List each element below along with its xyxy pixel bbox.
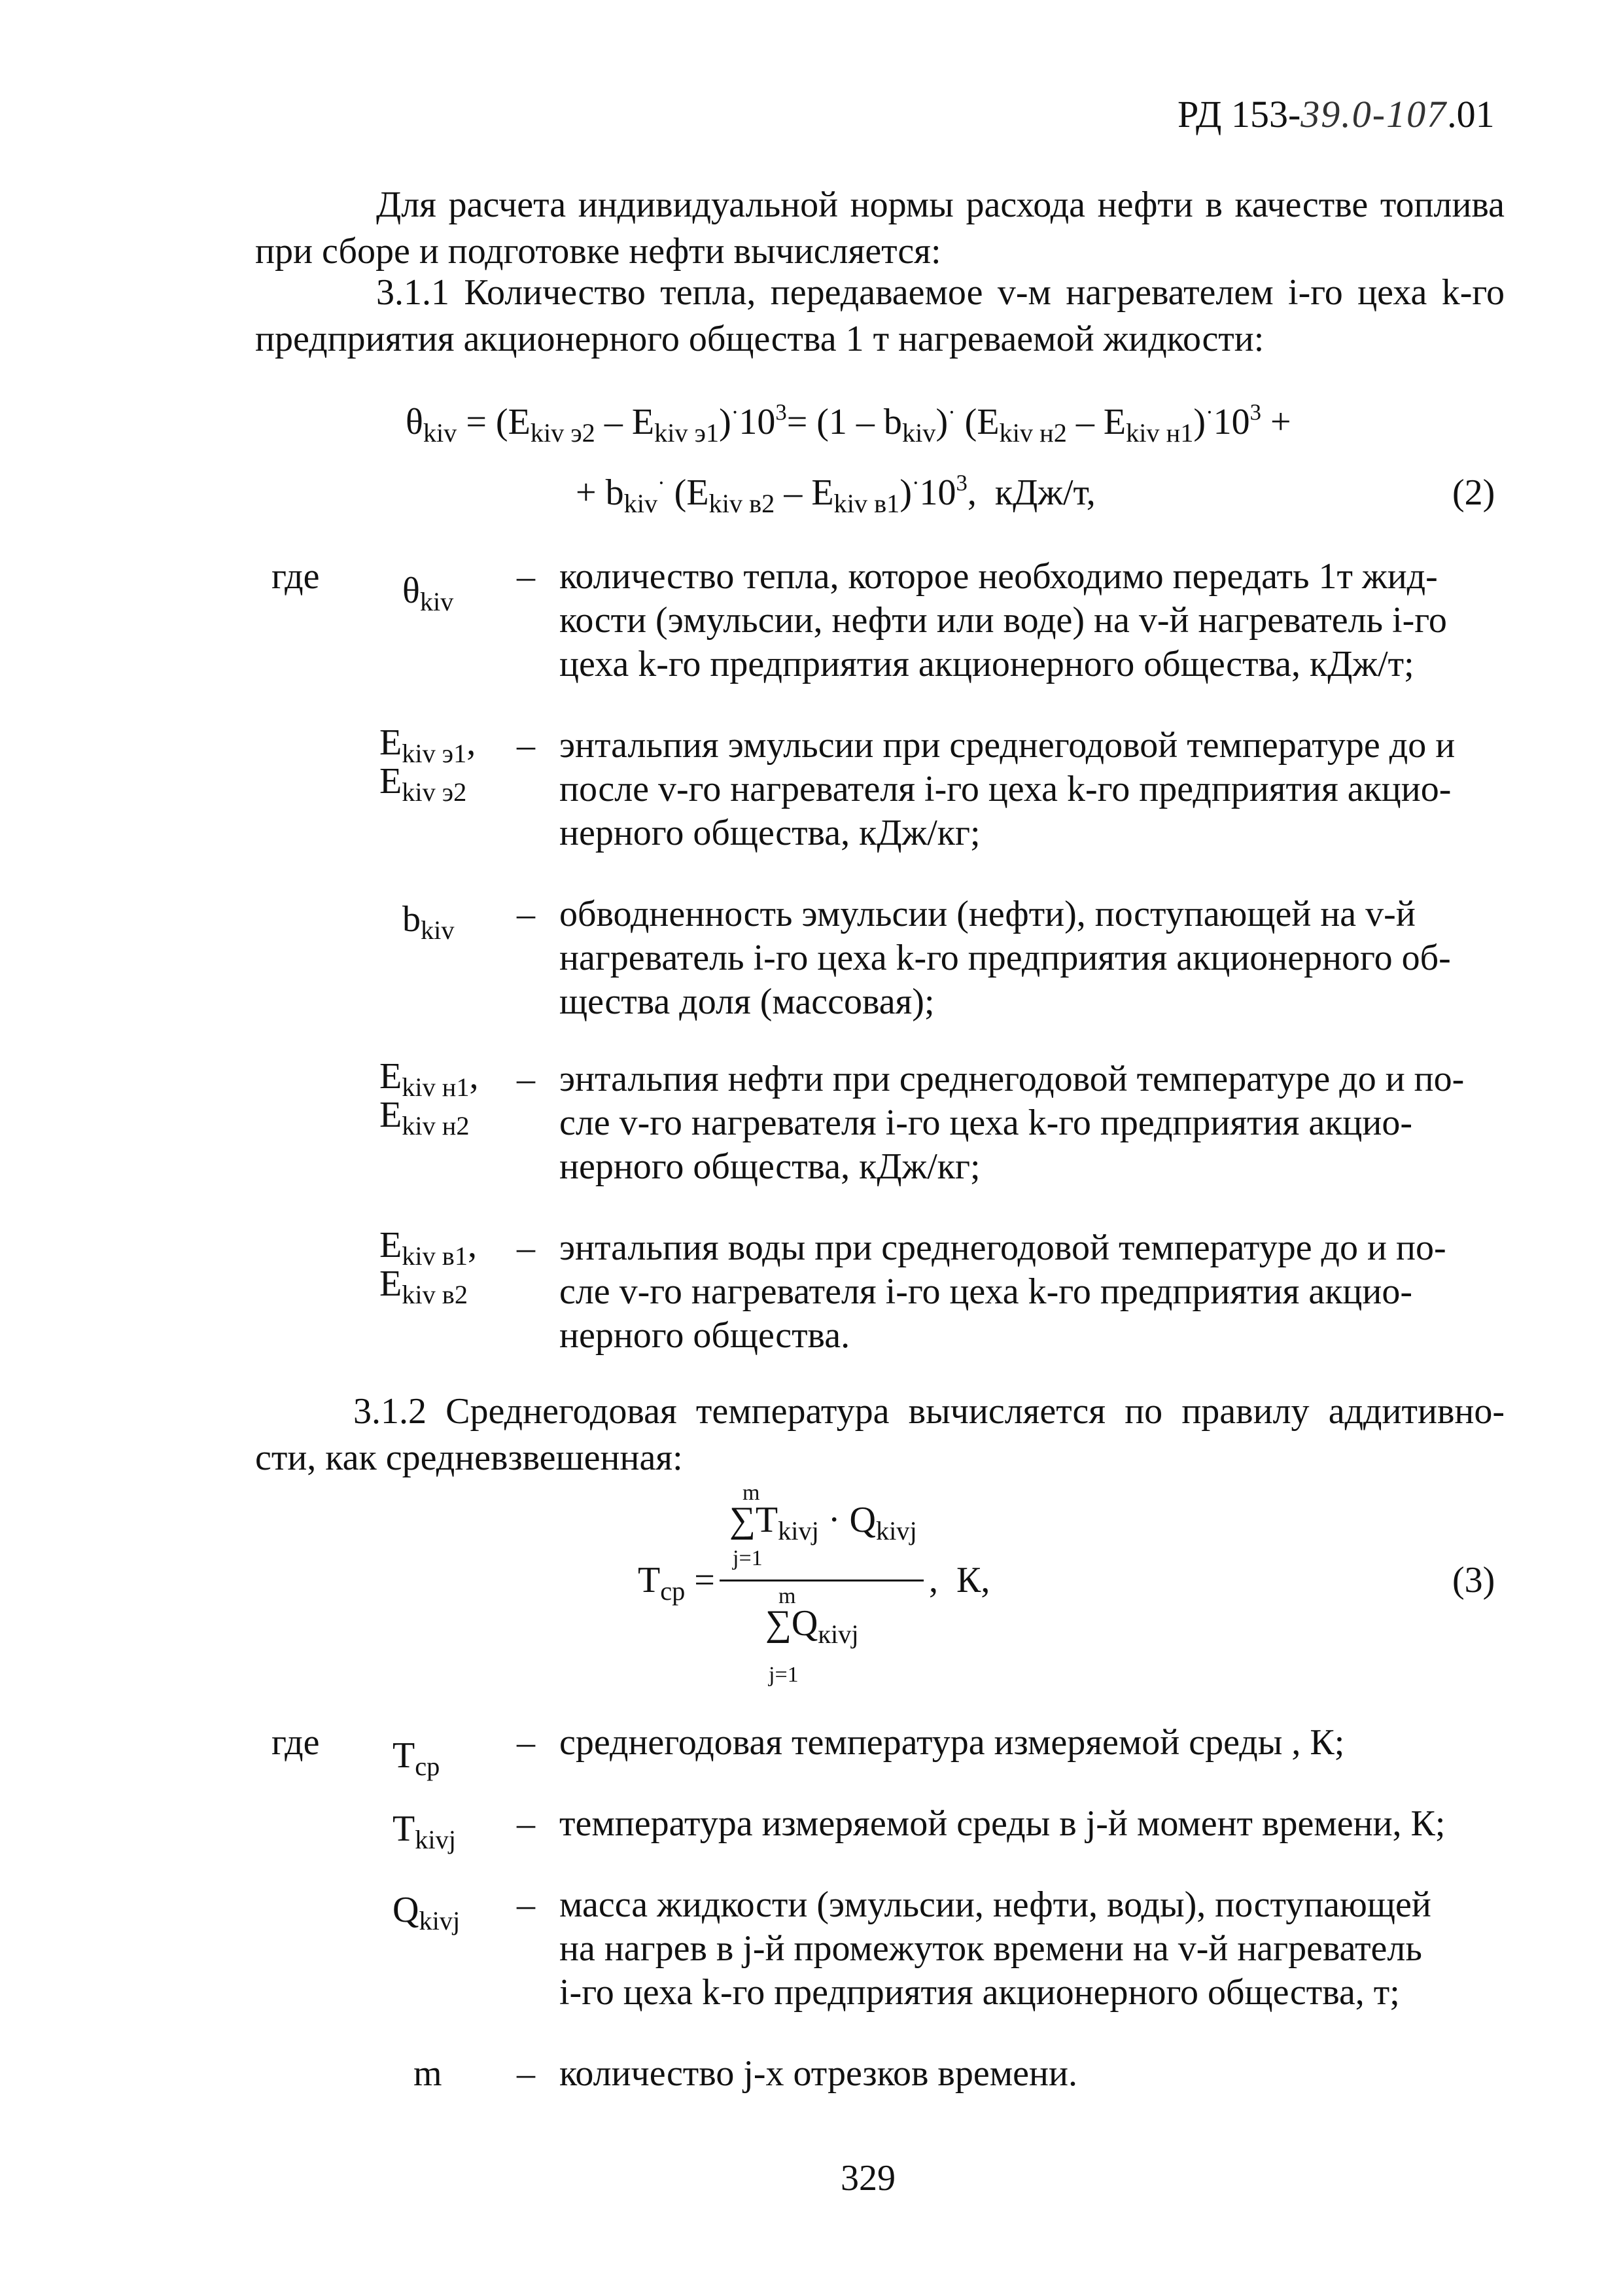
section-3-1-2-line-2: сти, как средневзвешенная: [255,1438,683,1479]
symbol-theta-kiv: $\theta_{kiv}$ [402,571,454,617]
equation-3-sum-lower-limit: j=1 [733,1546,763,1570]
symbol-e-kiv-em: $E_{kiv э1}$, $E_{kiv э2}$ [379,722,476,807]
section-3-1-2 [255,1390,1505,1480]
document-code-handwritten: 39.0-107 [1300,93,1448,135]
definition-line: нерного общества. [559,1315,850,1356]
section-3-1-2-line-1: 3.1.2 Среднегодовая температура вычисляется по правилу аддитивно- [353,1391,1505,1432]
definition-line: нерного общества, кДж/кг; [559,813,981,854]
equation-3-sum2-upper-limit: m [778,1584,796,1608]
document-code [1178,92,1495,137]
symbol-m: m [413,2053,442,2094]
symbol-q-kivj: $Q_{kivj}$ [393,1890,461,1936]
equation-3-denominator: $\sum Q_{кivj}$ [765,1603,859,1650]
where-label-1: где [271,556,320,597]
definition-e-kiv-v [559,1226,1501,1358]
definition-line: нагреватель i-го цеха k-го предприятия акционерного об- [559,938,1451,979]
definition-line: энтальпия эмульсии при среднегодовой температуре до и [559,725,1456,766]
symbol-t-kivj: $T_{kivj}$ [393,1809,456,1855]
dash: – [517,1884,535,1925]
equation-2-line-1: $\theta_{kiv} = (E_{kiv э2} - E_{kiv э1})^\cdot 10^3= (1 - b_{kiv})^\cdot$ $(E_{kiv н2} - E_{kiv н1})^\cdot 10^3$ + [406,399,1291,448]
intro-line-1: Для расчета индивидуальной нормы расхода нефти в качестве топлива [376,185,1505,225]
symbol-b-kiv: $b_{kiv}$ [402,899,455,945]
definition-line: сле v-го нагревателя i-го цеха k-го предприятия акцио- [559,1271,1412,1313]
definition-line: энтальпия нефти при среднегодовой температуре до и по- [559,1059,1465,1099]
dash: – [517,2053,535,2094]
equation-2-line-2: + $b_{kiv}^\cdot$ $(E_{kiv в2} - E_{kiv в1})^\cdot 10^3$, кДж/т, [576,470,1096,519]
equation-2-number: (2) [1452,472,1495,513]
definition-b-kiv [559,892,1501,1025]
definition-line: масса жидкости (эмульсии, нефти, воды), поступающей [559,1884,1431,1925]
dash: – [517,725,535,766]
intro-line-2: при сборе и подготовке нефти вычисляется: [255,231,941,272]
definition-e-kiv-n [559,1057,1501,1190]
definition-line: после v-го нагревателя i-го цеха k-го предприятия акцио- [559,769,1452,810]
equation-3-number: (3) [1452,1560,1495,1600]
definition-line: обводненность эмульсии (нефти), поступающей на v-й [559,894,1416,934]
definition-line: цеха k-го предприятия акционерного общества, кДж/т; [559,644,1414,685]
definition-line: энтальпия воды при среднегодовой температуре до и по- [559,1227,1446,1268]
definition-line: на нагрев в j-й промежуток времени на v-й нагреватель [559,1928,1422,1969]
document-code-suffix: .01 [1447,93,1495,135]
definition-line: среднегодовая температура измеряемой среды , К; [559,1722,1345,1763]
dash: – [517,1227,535,1268]
definition-m [559,2052,1501,2096]
dash: – [517,1059,535,1099]
definition-line: количество тепла, которое необходимо передать 1т жид- [559,556,1438,597]
dash: – [517,1803,535,1844]
symbol-e-kiv-n: $E_{kiv н1}$, $E_{kiv н2}$ [379,1056,479,1140]
definition-e-kiv-em [559,724,1501,856]
symbol-e-kiv-v: $E_{kiv в1}$, $E_{kiv в2}$ [379,1225,477,1309]
page-number: 329 [841,2158,896,2199]
definition-line: количество j-х отрезков времени. [559,2053,1077,2094]
dash: – [517,894,535,934]
definition-line: i-го цеха k-го предприятия акционерного общества, т; [559,1972,1400,2013]
intro-paragraph [255,183,1505,274]
definition-line: кости (эмульсии, нефти или воде) на v-й нагреватель i-го [559,600,1447,641]
equation-2-unit: кДж/т, [994,472,1096,513]
section-3-1-1-line-2: предприятия акционерного общества 1 т нагреваемой жидкости: [255,319,1265,360]
section-3-1-1 [255,271,1505,361]
dash: – [517,556,535,597]
definition-line: сле v-го нагревателя i-го цеха k-го предприятия акцио- [559,1103,1412,1144]
definition-line: нерного общества, кДж/кг; [559,1146,981,1188]
definition-line: щества доля (массовая); [559,981,935,1023]
definition-t-cp [559,1721,1501,1765]
equation-3-sum-upper-limit: m [742,1481,760,1505]
dash: – [517,1722,535,1763]
definition-q-kivj [559,1883,1501,2015]
section-3-1-1-line-1: 3.1.1 Количество тепла, передаваемое v-м нагревателем i-го цеха k-го [376,272,1505,313]
equation-3-unit: , К, [929,1560,990,1600]
symbol-t-cp: $T_{ср}$ [393,1735,440,1782]
document-code-prefix: РД 153- [1178,93,1301,135]
equation-3-unit-text: К, [956,1560,990,1600]
definition-line: температура измеряемой среды в j-й момент времени, К; [559,1803,1446,1844]
equation-3-fraction-bar [720,1580,924,1581]
definition-theta-kiv [559,555,1501,687]
definition-t-kivj [559,1802,1501,1846]
equation-3-numerator: $\sum T_{kivj} \cdot Q_{kivj}$ [729,1500,917,1546]
where-label-2: где [271,1722,320,1763]
equation-3-lhs: $T_{ср}$ = [638,1560,715,1606]
equation-3-sum2-lower-limit: j=1 [769,1663,799,1687]
